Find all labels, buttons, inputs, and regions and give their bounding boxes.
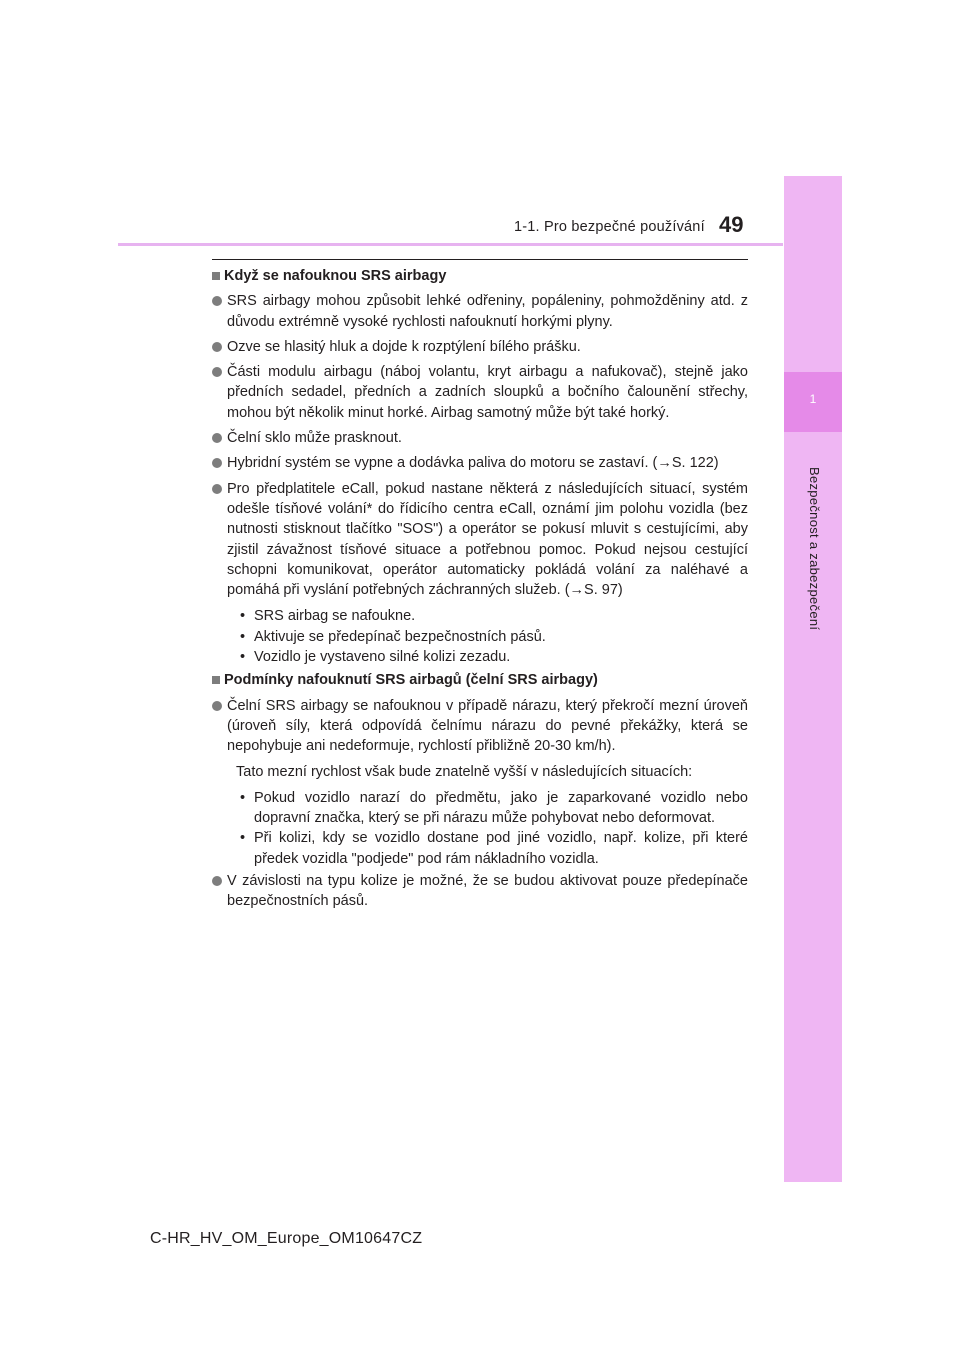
sub-list-item (236, 828, 748, 869)
header-divider (118, 243, 783, 246)
item-text: Hybridní systém se vypne a dodávka paliva do motoru se zastaví. (→S. 122) (227, 455, 719, 472)
sub-list-item (236, 647, 748, 667)
heading-text: Když se nafouknou SRS airbagy (224, 268, 447, 284)
item-text: Čelní SRS airbagy se nafouknou v případě nárazu, který překročí mezní úroveň (úroveň síly, která odpovídá čelnímu nárazu do pevné překážky, která se nepohybuje ani nedeformuje, rychlostí přibližně 20-30 km/h). (227, 697, 748, 755)
page-number: 49 (719, 212, 744, 237)
item-text: V závislosti na typu kolize je možné, že se budou aktivovat pouze předepínače bezpečnostních pásů. (227, 873, 748, 910)
list-item (212, 291, 748, 332)
circle-bullet-icon (212, 433, 222, 443)
heading-text: Podmínky nafouknutí SRS airbagů (čelní SRS airbagy) (224, 672, 598, 689)
side-tab (784, 176, 842, 1182)
dot-bullet-icon: • (240, 649, 246, 666)
list-item (212, 428, 748, 448)
chapter-title: Bezpečnost a zabezpečení (807, 467, 822, 631)
circle-bullet-icon (212, 296, 222, 306)
item-text: Čelní sklo může prasknout. (227, 430, 402, 447)
list-item (212, 871, 748, 912)
sub-list-item (236, 627, 748, 647)
dot-bullet-icon: • (240, 628, 246, 645)
list-item (212, 337, 748, 357)
sub-list-item (236, 606, 748, 626)
content-top-rule (212, 259, 748, 260)
item-text: Pro předplatitele eCall, pokud nastane některá z následujících situací, systém odešle tísňové volání* do řídicího centra eCall, oznámí jim polohu vozidla (bez nutnosti stisknout tlačítko "SOS") a operátor se pokusí mluvit s cestujícími, aby zjistil závažnost tísňové situace a potřebnou pomoc. Pokud nejsou cestující schopni komunikovat, operátor automaticky pokládá volání za naléhavé a pomáhá při vyslání potřebných záchranných služeb. (→S. 97) (227, 480, 748, 599)
sub-item-text: Při kolizi, kdy se vozidlo dostane pod jiné vozidlo, např. kolize, při které předek vozidla "podjede" pod rám nákladního vozidla. (254, 830, 748, 867)
sub-item-text: Aktivuje se předepínač bezpečnostních pásů. (254, 628, 546, 645)
paragraph: Tato mezní rychlost však bude znatelně vyšší v následujících situacích: (236, 763, 693, 780)
item-text: Části modulu airbagu (náboj volantu, kryt airbagu a nafukovač), stejně jako předních sedadel, předních a zadních sloupků a bočního čalounění střechy, mohou být několik minut horké. Airbag samotný může být také horký. (227, 364, 748, 421)
circle-bullet-icon (212, 367, 222, 377)
dot-bullet-icon: • (240, 608, 246, 625)
sub-list-item (236, 788, 748, 829)
document-code: C-HR_HV_OM_Europe_OM10647CZ (150, 1230, 423, 1247)
sub-item-text: Pokud vozidlo narazí do předmětu, jako je zaparkované vozidlo nebo dopravní značka, který se při nárazu může pohybovat nebo deformovat. (254, 789, 748, 827)
circle-bullet-icon (212, 484, 222, 494)
dot-bullet-icon: • (240, 830, 246, 847)
list-item (212, 479, 748, 601)
section-heading (212, 266, 748, 286)
sub-item-text: Vozidlo je vystaveno silné kolizi zezadu. (254, 649, 511, 666)
dot-bullet-icon: • (240, 789, 246, 806)
circle-bullet-icon (212, 458, 222, 468)
section-title: 1-1. Pro bezpečné používání (514, 219, 705, 235)
circle-bullet-icon (212, 342, 222, 352)
sub-item-text: SRS airbag se nafoukne. (254, 608, 416, 625)
list-item (212, 696, 748, 757)
main-content (212, 266, 748, 912)
list-item (212, 362, 748, 423)
list-item (212, 453, 748, 473)
chapter-number: 1 (809, 392, 817, 406)
square-bullet-icon (212, 272, 220, 280)
section-heading (212, 670, 748, 690)
circle-bullet-icon (212, 701, 222, 711)
sub-list (236, 606, 748, 667)
circle-bullet-icon (212, 876, 222, 886)
item-text: SRS airbagy mohou způsobit lehké odřeniny, popáleniny, pohmožděniny atd. z důvodu extrémně vysoké rychlosti nafouknutí horkými plyny. (227, 293, 748, 330)
sub-list (236, 788, 748, 869)
square-bullet-icon (212, 676, 220, 684)
item-text: Ozve se hlasitý hluk a dojde k rozptýlení bílého prášku. (227, 338, 581, 355)
